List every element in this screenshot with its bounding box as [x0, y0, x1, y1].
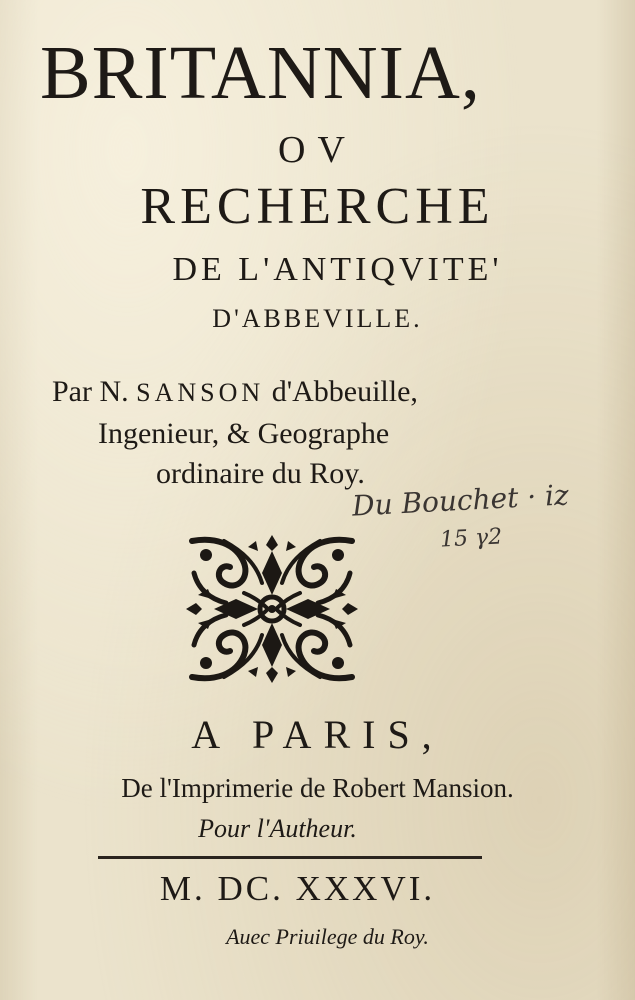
imprint-for-author: Pour l'Autheur. — [198, 814, 357, 843]
printers-ornament-icon — [184, 533, 360, 685]
author-name: SANSON — [136, 378, 265, 407]
imprint-city: A PARIS, — [191, 712, 444, 757]
subtitle-abbeville: D'ABBEVILLE. — [212, 304, 423, 333]
author-title-line: Ingenieur, & Geographe — [98, 417, 390, 450]
author-prefix: Par N. — [52, 375, 129, 408]
privilege-line: Auec Priuilege du Roy. — [226, 924, 429, 949]
imprint-printer: De l'Imprimerie de Robert Mansion. — [121, 773, 514, 803]
subtitle-recherche: RECHERCHE — [140, 178, 495, 235]
author-line — [52, 374, 612, 411]
author-office-line: ordinaire du Roy. — [156, 457, 365, 490]
author-suffix: d'Abbeuille, — [271, 375, 418, 408]
book-title: BRITANNIA, — [40, 31, 481, 115]
subtitle-ou: OV — [278, 129, 357, 171]
handwritten-note: 15 γ2 — [439, 524, 503, 553]
subtitle-antiquite: DE L'ANTIQVITE' — [172, 251, 503, 288]
handwritten-signature: Du Bouchet · iz — [351, 478, 570, 523]
horizontal-rule — [98, 856, 482, 859]
publication-date: M. DC. XXXVI. — [159, 869, 436, 908]
